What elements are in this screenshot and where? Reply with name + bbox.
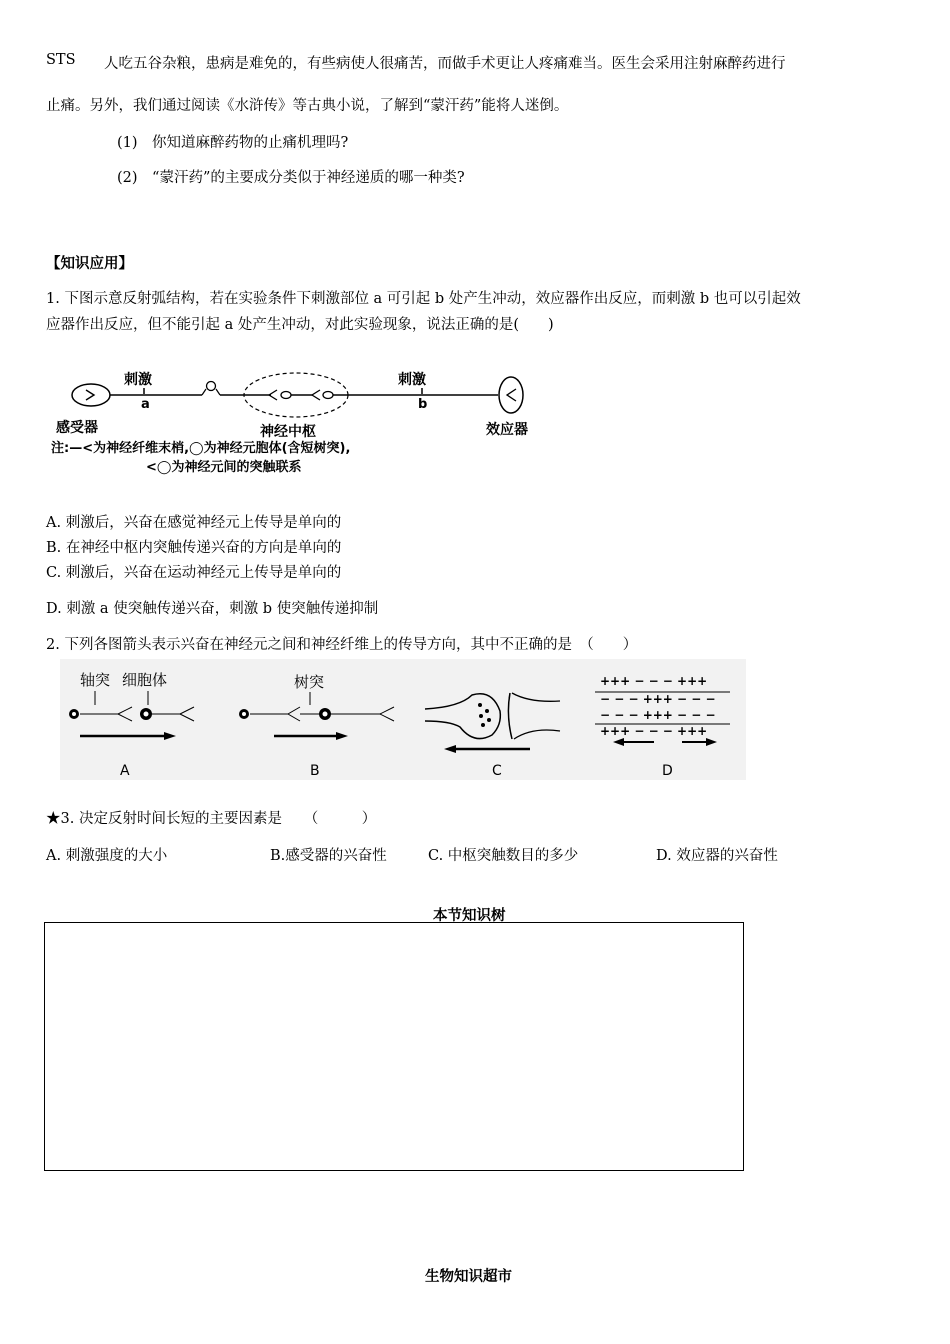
effector-shape [499, 377, 523, 413]
question1-option-c: C. 刺激后，兴奋在运动神经元上传导是单向的 [46, 565, 342, 581]
figure-note-line2: <◯为神经元间的突触联系 [146, 460, 302, 475]
conduction-direction-figure [60, 659, 746, 780]
knowledge-tree-title: 本节知识树 [433, 908, 506, 924]
question1-line1: 1. 下图示意反射弧结构，若在实验条件下刺激部位 a 可引起 b 处产生冲动，效应器作出反应，而刺激 b 也可以引起效 [46, 291, 801, 307]
receptor-label: 感受器 [56, 420, 98, 436]
sts-line2: 止痛。另外，我们通过阅读《水浒传》等古典小说，了解到“蒙汗药”能将人迷倒。 [46, 98, 569, 114]
point-b-label: b [418, 397, 428, 412]
cell-body-sensory [207, 382, 216, 391]
panel-a-label: A [120, 763, 130, 779]
question3-text: ★3. 决定反射时间长短的主要因素是 （ ） [46, 811, 377, 827]
panel-b-label: B [310, 763, 320, 779]
stimulus-a-label: 刺激 [124, 372, 152, 388]
stimulus-b-label: 刺激 [398, 372, 426, 388]
effector-label: 效应器 [486, 422, 528, 438]
knowledge-tree-box [44, 922, 744, 1171]
question1-option-b: B. 在神经中枢内突触传递兴奋的方向是单向的 [46, 540, 342, 556]
sts-question2: (2) “蒙汗药”的主要成分类似于神经递质的哪一种类? [117, 170, 465, 186]
dendrite-label: 树突 [294, 673, 325, 691]
receptor-shape [72, 384, 110, 406]
figure-note-line1: 注:—<为神经纤维末梢,◯为神经元胞体(含短树突), [51, 441, 351, 456]
sts-line1: 人吃五谷杂粮，患病是难免的，有些病使人很痛苦，而做手术更让人疼痛难当。医生会采用注射麻醉药进行 [104, 56, 786, 72]
question2-text: 2. 下列各图箭头表示兴奋在神经元之间和神经纤维上的传导方向，其中不正确的是 （ ） [46, 637, 638, 653]
question1-option-d: D. 刺激 a 使突触传递兴奋，刺激 b 使突触传递抑制 [46, 601, 379, 617]
axon-label: 轴突 [80, 671, 111, 689]
footer-title: 生物知识超市 [425, 1269, 512, 1285]
panel-c-label: C [492, 763, 502, 779]
panel-d-label: D [662, 763, 673, 779]
panel-d-charge-row4: +++ − − − +++ [600, 724, 708, 738]
question3-option-d: D. 效应器的兴奋性 [656, 848, 778, 864]
point-a-label: a [141, 397, 150, 412]
section-title: 【知识应用】 [46, 256, 133, 272]
panel-d-charge-row1: +++ − − − +++ [600, 674, 708, 688]
sts-question1: (1) 你知道麻醉药物的止痛机理吗? [117, 135, 349, 151]
nerve-center-label: 神经中枢 [260, 424, 316, 440]
question1-line2: 应器作出反应，但不能引起 a 处产生冲动，对此实验现象，说法正确的是( ) [46, 317, 554, 333]
panel-d-charge-row2: − − − +++ − − − [600, 692, 716, 706]
sts-tag: STS [46, 52, 76, 68]
panel-d-charge-row3: − − − +++ − − − [600, 708, 716, 722]
cell-body-label: 细胞体 [122, 671, 168, 689]
question1-option-a: A. 刺激后，兴奋在感觉神经元上传导是单向的 [46, 515, 342, 531]
question3-option-b: B.感受器的兴奋性 [270, 848, 387, 864]
reflex-arc-figure [46, 362, 566, 487]
question3-option-a: A. 刺激强度的大小 [46, 848, 168, 864]
question3-option-c: C. 中枢突触数目的多少 [428, 848, 579, 864]
